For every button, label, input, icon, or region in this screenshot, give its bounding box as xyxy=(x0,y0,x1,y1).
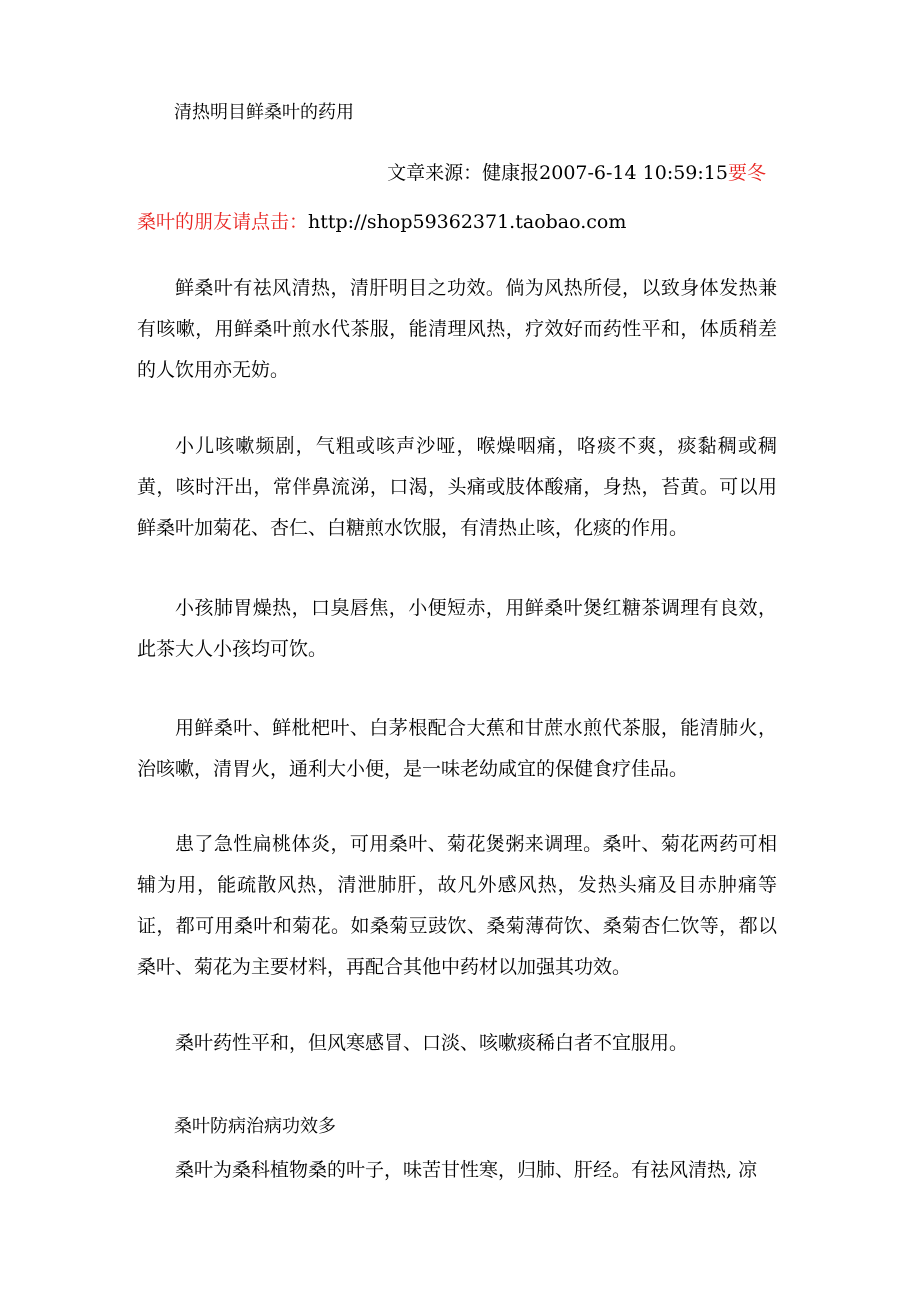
paragraph: 小儿咳嗽频剧，气粗或咳声沙哑，喉燥咽痛，咯痰不爽，痰黏稠或稠黄，咳时汗出，常伴鼻流涕，口渴，头痛或肢体酸痛，身热，苔黄。可以用鲜桑叶加菊花、杏仁、白糖煎水饮服，有清热止咳，化痰的作用。 xyxy=(137,435,777,539)
source-text: 文章来源：健康报2007-6-14 10:59:15 xyxy=(387,162,728,184)
shop-link[interactable]: http://shop59362371.taobao.com xyxy=(308,211,627,233)
paragraph: 用鲜桑叶、鲜枇杷叶、白茅根配合大蕉和甘蔗水煎代茶服，能清肺火，治咳嗽，清胃火，通利大小便，是一味老幼咸宜的保健食疗佳品。 xyxy=(137,717,777,780)
article-title: 清热明目鲜桑叶的药用 xyxy=(174,102,354,123)
paragraph: 桑叶药性平和，但风寒感冒、口淡、咳嗽痰稀白者不宜服用。 xyxy=(175,1032,689,1054)
paragraph: 桑叶为桑科植物桑的叶子，味苦甘性寒，归肺、肝经。有祛风清热, 凉 xyxy=(175,1159,758,1181)
promo-text-end: 桑叶的朋友请点击： xyxy=(137,211,309,233)
article-source xyxy=(387,160,766,186)
section-subtitle: 桑叶防病治病功效多 xyxy=(174,1116,336,1137)
paragraph: 鲜桑叶有祛风清热，清肝明目之功效。倘为风热所侵，以致身体发热兼有咳嗽，用鲜桑叶煎水代茶服，能清理风热，疗效好而药性平和，体质稍差的人饮用亦无妨。 xyxy=(137,277,777,381)
paragraph: 小孩肺胃燥热，口臭唇焦，小便短赤，用鲜桑叶煲红糖茶调理有良效，此茶大人小孩均可饮。 xyxy=(137,597,777,660)
paragraph: 患了急性扁桃体炎，可用桑叶、菊花煲粥来调理。桑叶、菊花两药可相辅为用，能疏散风热，清泄肺肝，故凡外感风热，发热头痛及目赤肿痛等证，都可用桑叶和菊花。如桑菊豆豉饮、桑菊薄荷饮、桑菊杏仁饮等，都以桑叶、菊花为主要材料，再配合其他中药材以加强其功效。 xyxy=(137,833,777,978)
promo-text-start: 要冬 xyxy=(727,162,766,184)
promo-link-line xyxy=(137,209,626,235)
